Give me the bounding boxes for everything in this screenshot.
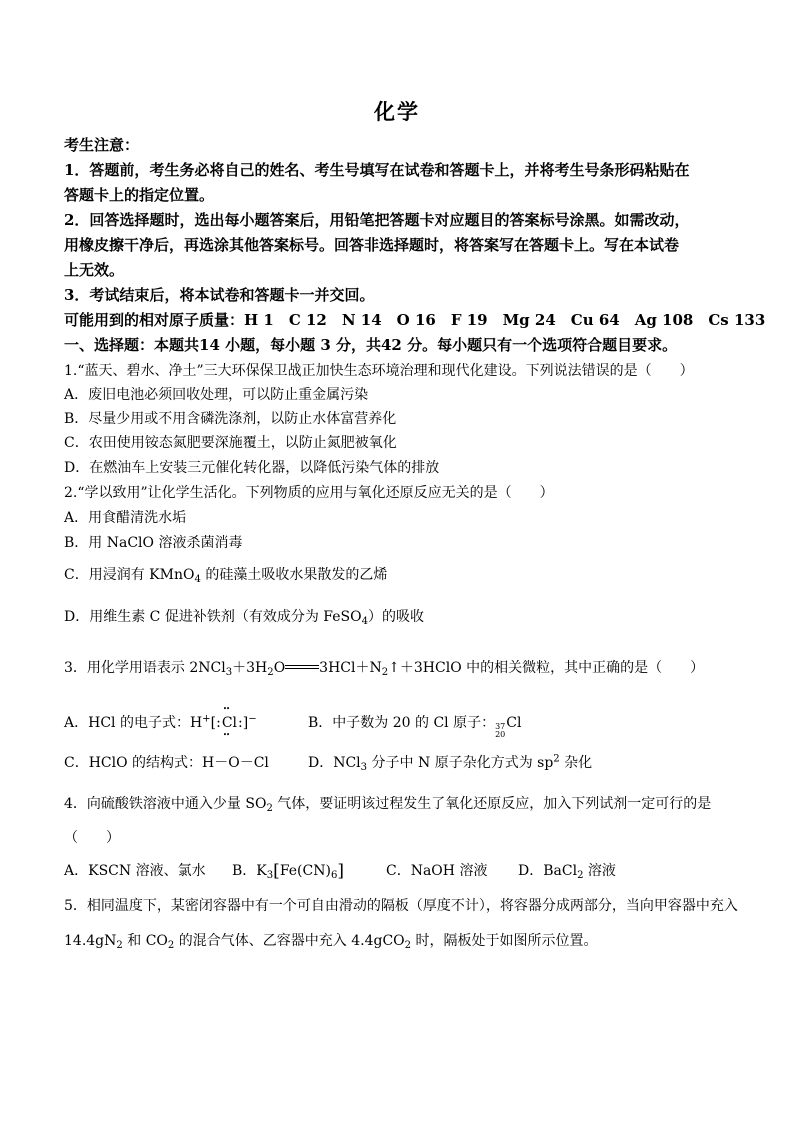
- q2-option-d: D．用维生素 C 促进补铁剂（有效成分为 FeSO$_4$）的吸收: [64, 609, 425, 628]
- q5-stem-line-2: $14.4gN_2$ 和 $CO_2$ 的混合气体、乙容器中充入 4.4gCO$_2$ 时，隔板处于如图所示位置。: [64, 933, 598, 952]
- q3-option-a: A．HCl 的电子式：H+[: •• Cl •• :]−: [64, 705, 257, 739]
- notice-item-2a: 2．回答选择题时，选出每小题答案后，用铅笔把答题卡对应题目的答案标号涂黑。如需改动，: [64, 211, 690, 229]
- q2-option-a: A．用食醋清洗水垢: [64, 510, 187, 526]
- q2-option-b: B．用 NaClO 溶液杀菌消毒: [64, 535, 243, 551]
- notice-item-1b: 答题卡上的指定位置。: [64, 186, 215, 204]
- notice-item-2c: 上无效。: [64, 261, 125, 279]
- electron-dot-cl: •• Cl ••: [221, 705, 238, 739]
- q4-option-b: B．$K_3[Fe(CN)_6]$: [232, 861, 344, 882]
- electron-dots-top-icon: ••: [222, 705, 230, 713]
- q4-option-a: A．KSCN 溶液、氯水: [64, 863, 206, 879]
- q5-stem-line-1: 5．相同温度下，某密闭容器中有一个可自由滑动的隔板（厚度不计），将容器分成两部分，当向甲容器中充入: [64, 898, 738, 914]
- section-1-heading: 一、选择题：本题共14 小题，每小题 3 分，共42 分。每小题只有一个选项符合题目要求。: [64, 336, 678, 354]
- q4-option-d: D．BaCl$_2$ 溶液: [518, 863, 616, 882]
- q1-stem: 1.“蓝天、碧水、净土”三大环保保卫战正加快生态环境治理和现代化建设。下列说法错误的是（ ）: [64, 363, 694, 379]
- nuclide-notation: 37 20: [495, 722, 506, 739]
- notice-heading: 考生注意：: [64, 136, 140, 154]
- q1-option-b: B．尽量少用或不用含磷洗涤剂，以防止水体富营养化: [64, 411, 397, 427]
- q4-option-c: C．NaOH 溶液: [386, 863, 488, 879]
- q3-stem: 3．用化学用语表示 $2NCl_3+3H_2O$ $3HCl+N_2↑+3HClO$ 中的相关微粒，其中正确的是（ ）: [64, 660, 705, 679]
- notice-item-1a: 1．答题前，考生务必将自己的姓名、考生号填写在试卷和答题卡上，并将考生号条形码粘贴在: [64, 161, 690, 179]
- equals-arrow-icon: [285, 665, 319, 671]
- q3-option-b: B．中子数为 20 的 Cl 原子： 37 20 Cl: [308, 715, 522, 739]
- q1-option-d: D．在燃油车上安装三元催化转化器，以降低污染气体的排放: [64, 460, 440, 476]
- q4-answer-paren: （ ）: [64, 830, 120, 846]
- q4-stem: 4．向硫酸铁溶液中通入少量 $SO_2$ 气体，要证明该过程发生了氧化还原反应，加入下列试剂一定可行的是: [64, 796, 712, 815]
- notice-item-2b: 用橡皮擦干净后，再选涂其他答案标号。回答非选择题时，将答案写在答题卡上。写在本试卷: [64, 236, 680, 254]
- q2-stem: 2.“学以致用”让化学生活化。下列物质的应用与氧化还原反应无关的是（ ）: [64, 485, 554, 501]
- electron-dots-bottom-icon: ••: [222, 731, 230, 739]
- q1-option-c: C．农田使用铵态氮肥要深施覆土，以防止氮肥被氧化: [64, 435, 397, 451]
- atomic-masses: 可能用到的相对原子质量：H 1 C 12 N 14 O 16 F 19 Mg 24 Cu 64 Ag 108 Cs 133: [64, 311, 766, 329]
- notice-item-3: 3．考试结束后，将本试卷和答题卡一并交回。: [64, 286, 375, 304]
- page-title: 化学: [374, 99, 420, 124]
- q1-option-a: A．废旧电池必须回收处理，可以防止重金属污染: [64, 387, 369, 403]
- q2-option-c: C．用浸润有 KMnO$_4$ 的硅藻土吸收水果散发的乙烯: [64, 567, 388, 586]
- q3-option-c: C．HClO 的结构式：H－O－Cl: [64, 755, 269, 771]
- q3-option-d: D．NCl$_3$ 分子中 N 原子杂化方式为 $sp^2$ 杂化: [308, 753, 593, 774]
